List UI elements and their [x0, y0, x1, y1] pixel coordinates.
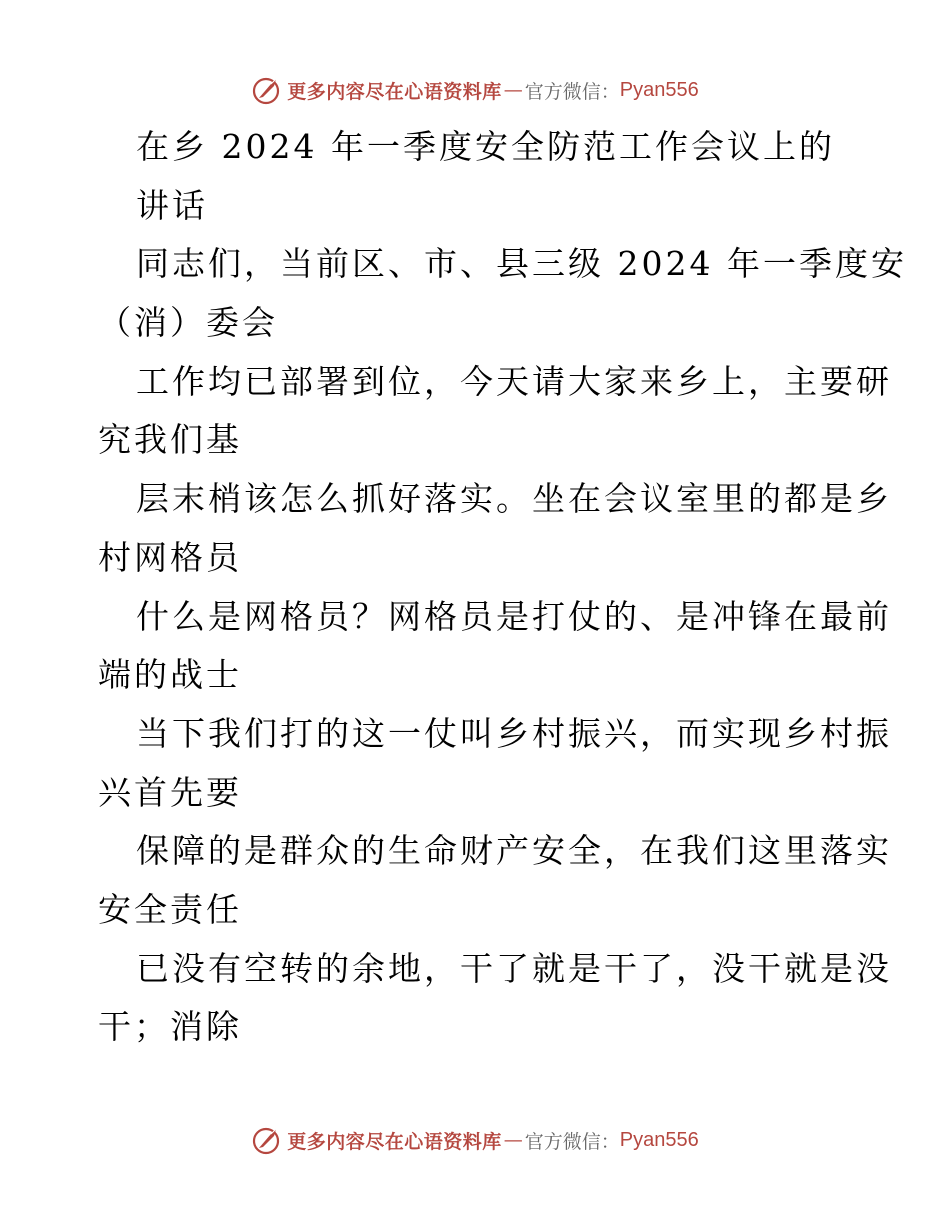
paragraph-line: 什么是网格员？网格员是打仗的、是冲锋在最前	[136, 596, 892, 636]
paragraph-line: 层末梢该怎么抓好落实。坐在会议室里的都是乡	[136, 479, 892, 519]
watermark-brand-text: 更多内容尽在心语资料库	[287, 1130, 502, 1153]
watermark-brand-text: 更多内容尽在心语资料库	[287, 80, 502, 103]
paragraph-line: 兴首先要	[98, 772, 242, 812]
paragraph-line: 工作均已部署到位，今天请大家来乡上，主要研	[136, 361, 892, 401]
paragraph-line: 同志们，当前区、市、县三级 2024 年一季度安	[136, 244, 907, 284]
paragraph-line: （消）委会	[98, 303, 278, 343]
watermark-wechat-label: 官方微信：	[524, 1130, 620, 1153]
paragraph-line: 村网格员	[98, 537, 242, 577]
paragraph-line: 保障的是群众的生命财产安全，在我们这里落实	[136, 831, 892, 871]
paragraph-line: 当下我们打的这一仗叫乡村振兴，而实现乡村振	[136, 713, 892, 753]
document-title-line-2: 讲话	[136, 185, 208, 225]
watermark-separator: —	[503, 79, 523, 101]
watermark-wechat-id: Pyan556	[619, 78, 699, 101]
paragraph-line: 已没有空转的余地，干了就是干了，没干就是没	[136, 948, 892, 988]
quill-pen-logo-icon	[251, 1124, 283, 1156]
quill-pen-logo-icon	[251, 74, 283, 106]
document-title-line-1: 在乡 2024 年一季度安全防范工作会议上的	[136, 127, 835, 166]
footer-watermark	[0, 1120, 950, 1160]
document-body	[98, 118, 907, 1057]
header-watermark	[0, 70, 950, 110]
watermark-wechat-id: Pyan556	[619, 1128, 699, 1151]
paragraph-line: 干；消除	[98, 1007, 242, 1047]
paragraph-line: 端的战士	[98, 655, 242, 695]
paragraph-line: 安全责任	[98, 889, 242, 929]
paragraph-line: 究我们基	[98, 420, 242, 460]
watermark-wechat-label: 官方微信：	[524, 80, 620, 103]
watermark-separator: —	[503, 1129, 523, 1151]
